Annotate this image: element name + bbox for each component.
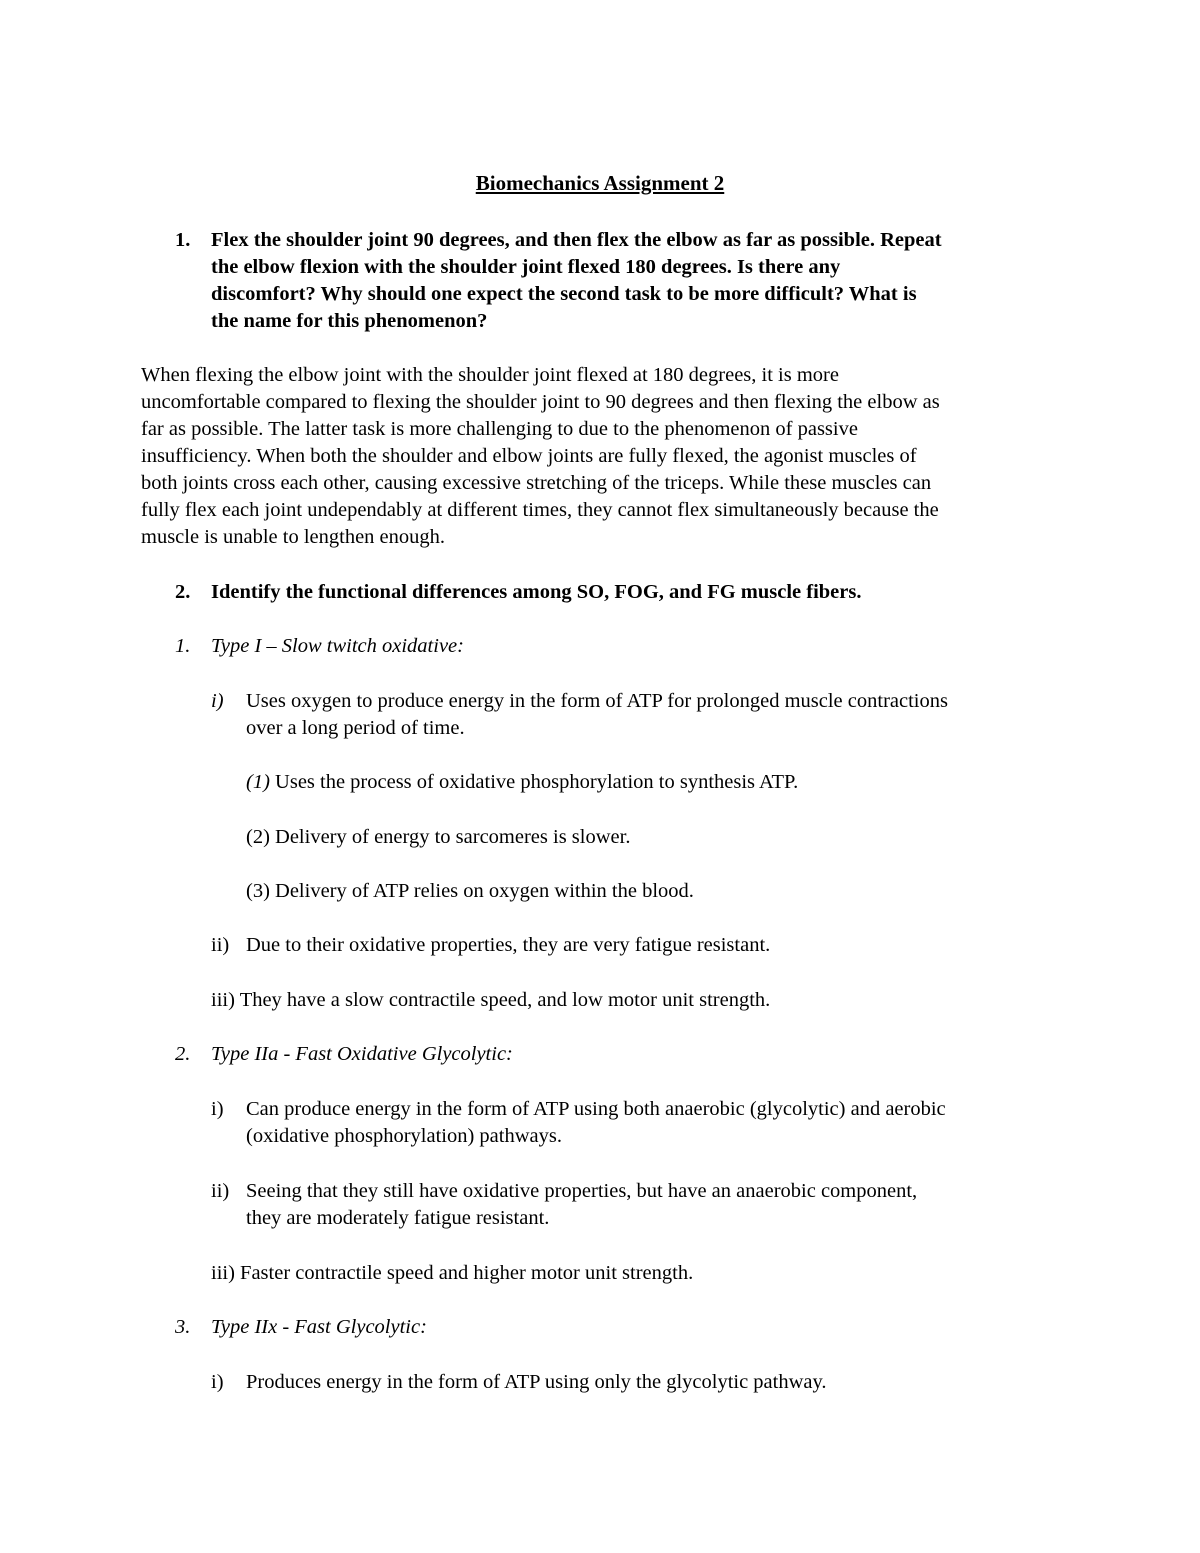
type-1-point-ii-marker: ii) [211,934,230,956]
answer-1-line-5: both joints cross each other, causing excessive stretching of the triceps. While these muscles can [141,472,932,494]
answer-1-line-7: muscle is unable to lengthen enough. [141,526,446,548]
type-2-heading: Type IIa - Fast Oxidative Glycolytic: [211,1043,513,1065]
question-2-text: Identify the functional differences among SO, FOG, and FG muscle fibers. [211,581,862,603]
type-1-subpoint-3-marker: (3) [246,880,270,902]
document-title: Biomechanics Assignment 2 [475,171,725,195]
type-3-heading: Type IIx - Fast Glycolytic: [211,1316,427,1338]
type-2-point-i-line-1: Can produce energy in the form of ATP using both anaerobic (glycolytic) and aerobic [246,1098,946,1120]
question-1-line-1: Flex the shoulder joint 90 degrees, and then flex the elbow as far as possible. Repeat [211,229,942,251]
type-1-subpoint-1-text: Uses the process of oxidative phosphorylation to synthesis ATP. [275,771,799,793]
type-2-point-ii-line-1: Seeing that they still have oxidative properties, but have an anaerobic component, [246,1180,918,1202]
type-1-subpoint-1-marker: (1) [246,771,270,793]
type-2-point-iii [211,1260,693,1287]
type-1-point-i-line-1: Uses oxygen to produce energy in the form of ATP for prolonged muscle contractions [246,690,948,712]
type-2-point-iii-text: Faster contractile speed and higher motor unit strength. [240,1262,694,1284]
answer-1-line-6: fully flex each joint undependably at different times, they cannot flex simultaneously because the [141,499,939,521]
type-1-point-ii-text: Due to their oxidative properties, they are very fatigue resistant. [246,934,771,956]
type-3-number: 3. [175,1316,191,1338]
answer-1-line-1: When flexing the elbow joint with the shoulder joint flexed at 180 degrees, it is more [141,364,839,386]
type-3-point-i-line-1: Produces energy in the form of ATP using only the glycolytic pathway. [246,1371,827,1393]
type-2-point-ii-marker: ii) [211,1180,230,1202]
answer-1-line-2: uncomfortable compared to flexing the shoulder joint to 90 degrees and then flexing the elbow as [141,391,940,413]
type-2-point-i-line-2: (oxidative phosphorylation) pathways. [246,1125,562,1147]
type-2-number: 2. [175,1043,191,1065]
type-2-point-iii-marker: iii) [211,1262,235,1284]
answer-1-line-4: insufficiency. When both the shoulder and elbow joints are fully flexed, the agonist muscles of [141,445,917,467]
type-1-point-iii-marker: iii) [211,989,235,1011]
type-1-subpoint-1 [246,769,798,796]
type-1-point-iii [211,987,770,1014]
type-3-point-i-marker: i) [211,1371,224,1393]
answer-1-line-3: far as possible. The latter task is more challenging to due to the phenomenon of passive [141,418,858,440]
type-1-point-iii-text: They have a slow contractile speed, and low motor unit strength. [239,989,771,1011]
question-2-number: 2. [175,581,191,603]
type-1-subpoint-3-text: Delivery of ATP relies on oxygen within the blood. [275,880,694,902]
type-2-point-i-marker: i) [211,1098,224,1120]
type-1-subpoint-3 [246,878,694,905]
question-1-number: 1. [175,229,191,251]
type-1-subpoint-2 [246,824,630,851]
question-1-line-4: the name for this phenomenon? [211,310,488,332]
type-1-number: 1. [175,635,191,657]
type-1-subpoint-2-marker: (2) [246,826,270,848]
type-1-point-i-line-2: over a long period of time. [246,717,465,739]
question-1-line-2: the elbow flexion with the shoulder joint flexed 180 degrees. Is there any [211,256,841,278]
question-1-line-3: discomfort? Why should one expect the second task to be more difficult? What is [211,283,917,305]
type-1-subpoint-2-text: Delivery of energy to sarcomeres is slower. [275,826,631,848]
type-1-point-i-marker: i) [211,690,224,712]
type-1-heading: Type I – Slow twitch oxidative: [211,635,464,657]
type-2-point-ii-line-2: they are moderately fatigue resistant. [246,1207,550,1229]
